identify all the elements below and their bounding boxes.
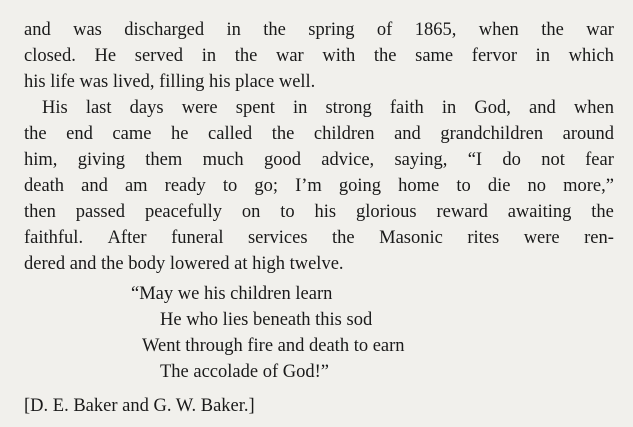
body-line: His last days were spent in strong faith in God, and when: [42, 98, 614, 118]
signature: [D. E. Baker and G. W. Baker.]: [24, 396, 255, 416]
body-line: the end came he called the children and grandchildren around: [24, 124, 614, 144]
poem-line: He who lies beneath this sod: [160, 310, 373, 330]
body-line: faithful. After funeral services the Masonic rites were ren-: [24, 228, 614, 248]
body-line: death and am ready to go; I’m going home to die no more,”: [24, 176, 614, 196]
body-line: then passed peacefully on to his glorious reward awaiting the: [24, 202, 614, 222]
body-line: and was discharged in the spring of 1865, when the war: [24, 20, 614, 40]
body-line: closed. He served in the war with the same fervor in which: [24, 46, 614, 66]
poem-line: The accolade of God!”: [160, 362, 329, 382]
body-line: him, giving them much good advice, saying, “I do not fear: [24, 150, 614, 170]
poem-line: Went through fire and death to earn: [142, 336, 405, 356]
body-line: dered and the body lowered at high twelve.: [24, 254, 344, 274]
body-line: his life was lived, filling his place well.: [24, 72, 316, 92]
poem-line: “May we his children learn: [131, 284, 333, 304]
